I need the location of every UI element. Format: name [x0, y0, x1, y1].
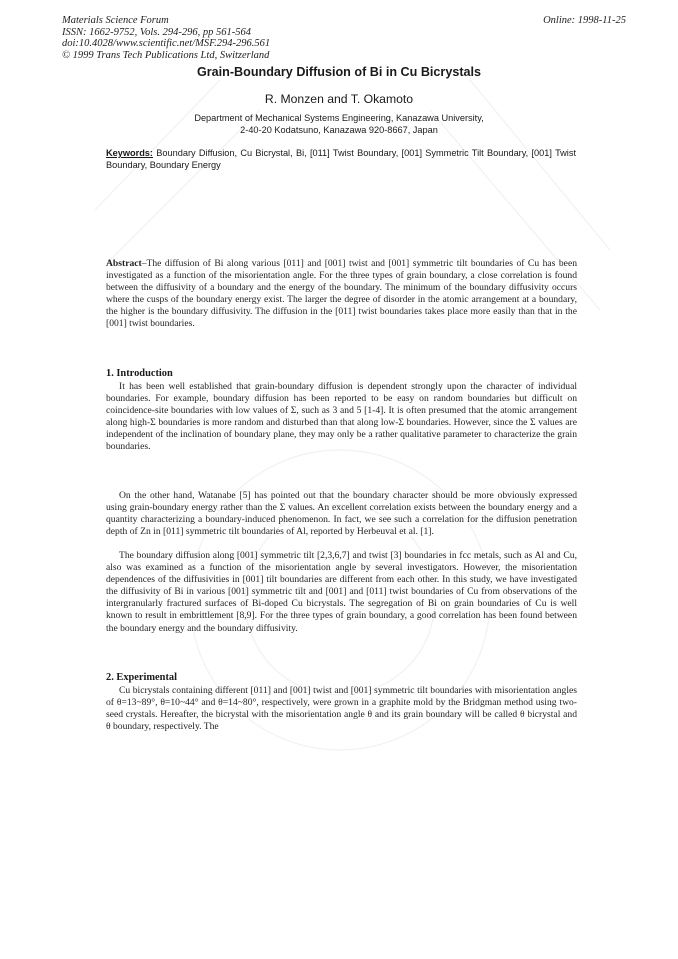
online-date: Online: 1998-11-25: [543, 15, 626, 26]
intro-paragraph-1: [106, 381, 577, 454]
publication-meta: [62, 15, 270, 61]
experimental-paragraph-1: [106, 685, 577, 733]
abstract-label: Abstract: [106, 258, 142, 269]
paper-title: Grain-Boundary Diffusion of Bi in Cu Bicrystals: [196, 65, 482, 79]
keywords-label: Keywords:: [106, 148, 153, 158]
intro-paragraph-3: [106, 550, 577, 635]
affiliation-line-1: Department of Mechanical Systems Engineering, Kanazawa University,: [194, 113, 484, 123]
abstract-text: –The diffusion of Bi along various [011] and [001] twist and [001] symmetric tilt boundaries of Cu has been investigated as a function of the misorientation angle. For the three types of grain boundary, a close correlation is found between the diffusivity of a boundary and the energy of the boundary. The minimum of the boundary diffusivity occurs where the cusps of the boundary energy exist. The larger the degree of disorder in the atomic arrangement at a boundary, the higher is the boundary diffusivity. The diffusion in the [011] twist boundaries takes place more easily than that in the [001] twist boundaries.: [106, 258, 577, 330]
paragraph-text: Cu bicrystals containing different [011] and [001] twist and [001] symmetric tilt boundaries with misorientation angles of θ=13~89°, θ=10~44° and θ=14~80°, respectively, were grown in a graphite mold by the Bridgman method using two-seed crystals. Hereafter, the bicrystal with the misorientation angle θ and its grain boundary will be called θ bicrystal and θ boundary, respectively. The: [106, 685, 577, 733]
authors: R. Monzen and T. Okamoto: [264, 92, 414, 106]
paragraph-text: It has been well established that grain-boundary diffusion is dependent strongly upon the character of individual boundaries. For example, boundary diffusion has been reported to be easy on random boundaries but difficult on coincidence-site boundaries with low values of Σ, such as 3 and 5 [1-4]. It is often presumed that the atomic arrangement along high-Σ boundaries is more random and disturbed than that along low-Σ boundaries. However, since the Σ values are independent of the inclination of boundary plane, they may only be a rather qualitative parameter to characterize the grain boundaries.: [106, 381, 577, 453]
section-heading-experimental: 2. Experimental: [106, 672, 177, 683]
keywords-text: Boundary Diffusion, Cu Bicrystal, Bi, [011] Twist Boundary, [001] Symmetric Tilt Boundary, [001] Twist Boundary, Boundary Energy: [106, 148, 576, 171]
affiliation: [0, 112, 678, 136]
issn-line: ISSN: 1662-9752, Vols. 294-296, pp 561-564: [62, 26, 251, 38]
journal-name: Materials Science Forum: [62, 15, 169, 26]
copyright-line: © 1999 Trans Tech Publications Ltd, Switzerland: [62, 49, 270, 61]
keywords: [106, 147, 576, 171]
intro-paragraph-2: [106, 490, 577, 538]
doi-line: doi:10.4028/www.scientific.net/MSF.294-296.561: [62, 38, 271, 50]
affiliation-line-2: 2-40-20 Kodatsuno, Kanazawa 920-8667, Japan: [240, 125, 438, 135]
abstract: [106, 258, 577, 331]
paragraph-text: On the other hand, Watanabe [5] has pointed out that the boundary character should be more obviously expressed using grain-boundary energy rather than the Σ values. An excellent correlation exists between the boundary energy and a quantity characterizing a boundary-induced phenomenon. In fact, we see such a correlation for the diffusion penetration depth of Zn in [011] symmetric tilt boundaries of Al, reported by Herbeuval et al. [1].: [106, 490, 577, 538]
section-heading-introduction: 1. Introduction: [106, 368, 173, 379]
paragraph-text: The boundary diffusion along [001] symmetric tilt [2,3,6,7] and twist [3] boundaries in fcc metals, such as Al and Cu, also was examined as a function of the misorientation angle by several investigators. However, the misorientation dependences of the diffusivities in [001] tilt boundaries are different from each other. In this study, we have investigated the diffusivity of Bi in various [001] symmetric tilt and [001] and [011] twist boundaries of Cu from observations of the intergranularly fractured surfaces of Bi-doped Cu bicrystals. The segregation of Bi on grain boundaries of Cu is well known to result in embrittlement [8,9]. For the three types of grain boundary, a good correlation has been found between the boundary energy and the boundary diffusivity.: [106, 550, 577, 634]
